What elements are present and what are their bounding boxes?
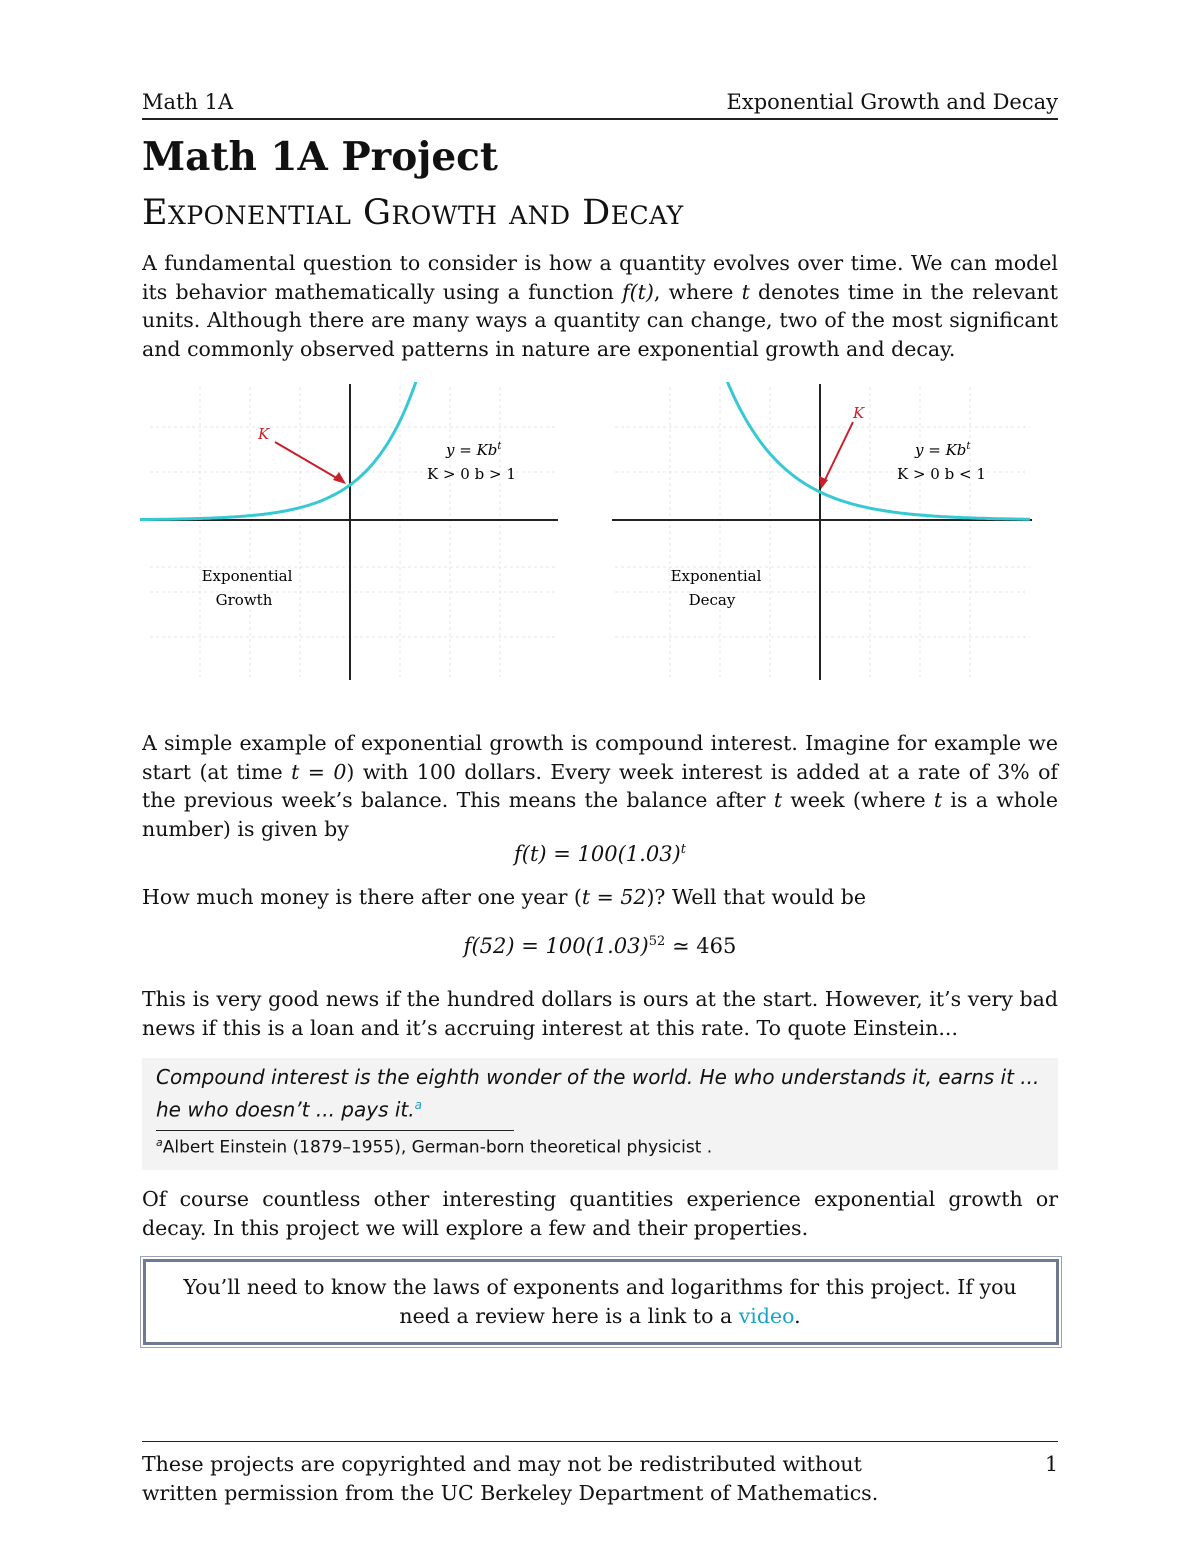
footnote-marker[interactable]: a xyxy=(414,1098,422,1112)
growth-name-line1: Exponential xyxy=(201,567,293,585)
page-number: 1 xyxy=(1044,1452,1058,1476)
growth-k-label: K xyxy=(258,425,270,443)
decay-curve xyxy=(726,382,1030,519)
page-subtitle: Exponential Growth and Decay xyxy=(142,193,684,233)
closing-paragraph: Of course countless other interesting quantities experience exponential growth or decay. In this project we will explore a few and their properties. xyxy=(142,1187,1058,1240)
equation-year: $f(52) = 100(1.03)^{52}$ ≃ 465 xyxy=(463,934,737,958)
decay-name-line2: Decay xyxy=(688,591,736,609)
footer-copyright-line1: These projects are copyrighted and may not be redistributed without xyxy=(142,1452,862,1476)
header-course: Math 1A xyxy=(142,90,234,114)
footnote: $^a$Albert Einstein (1879–1955), German-born theoretical physicist . xyxy=(156,1136,713,1158)
question-paragraph: How much money is there after one year (t = 52)? Well that would be xyxy=(142,885,867,909)
header-topic: Exponential Growth and Decay xyxy=(726,90,1058,114)
growth-formula: $y = Kb^t$ xyxy=(446,441,502,459)
einstein-quote: Compound interest is the eighth wonder of the world. He who understands it, earns it ... he who doesn’t ... pays it.$^a$ xyxy=(156,1065,1040,1122)
growth-figure xyxy=(140,382,560,682)
note-text: You’ll need to know the laws of exponents and logarithms for this project. If you need a review here is a link to a video. xyxy=(183,1275,1017,1328)
footnote-rule xyxy=(156,1130,514,1131)
video-link[interactable]: video xyxy=(738,1304,795,1328)
header-rule xyxy=(142,118,1058,120)
decay-name-line1: Exponential xyxy=(670,567,762,585)
equation-balance: $f(t) = 100(1.03)^t$ xyxy=(513,842,686,866)
growth-name-line2: Growth xyxy=(215,591,273,609)
example-paragraph: A simple example of exponential growth is compound interest. Imagine for example we start (at time t = 0) with 100 dollars. Every week interest is added at a rate of 3% of the previous week’s balance. This means the balance after t week (where t is a whole number) is given by xyxy=(142,731,1058,841)
growth-grid xyxy=(150,387,555,677)
growth-k-arrow xyxy=(275,442,340,480)
decay-k-label: K xyxy=(853,404,865,422)
decay-formula: $y = Kb^t$ xyxy=(915,441,971,459)
decay-condition: K > 0 b < 1 xyxy=(897,465,986,483)
decay-k-arrow xyxy=(824,422,853,482)
growth-curve xyxy=(140,382,416,520)
page-title: Math 1A Project xyxy=(142,134,498,180)
footer-rule xyxy=(142,1441,1058,1442)
growth-k-arrowhead xyxy=(333,472,346,484)
intro-paragraph: A fundamental question to consider is how a quantity evolves over time. We can model its behavior mathematically using a function f(t), where t denotes time in the relevant units. Although there are many ways a quantity can change, two of the most significant and commonly observed patterns in nature are exponential growth and decay. xyxy=(142,251,1058,361)
decay-figure xyxy=(610,382,1035,682)
einstein-intro-paragraph: This is very good news if the hundred dollars is ours at the start. However, it’s very bad news if this is a loan and it’s accruing interest at this rate. To quote Einstein... xyxy=(142,987,1058,1040)
growth-condition: K > 0 b > 1 xyxy=(427,465,516,483)
footer-copyright-line2: written permission from the UC Berkeley Department of Mathematics. xyxy=(142,1481,879,1505)
decay-grid xyxy=(615,387,1030,677)
